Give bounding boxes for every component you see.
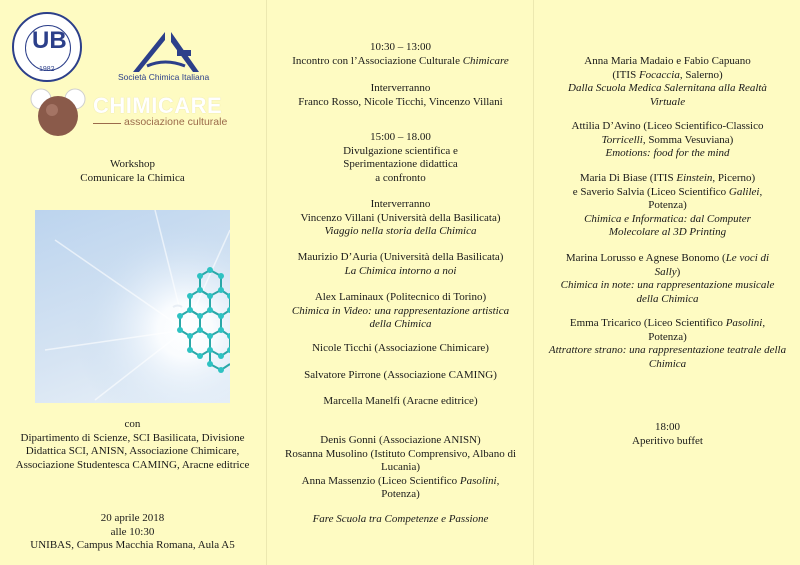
right-talk-2 xyxy=(535,120,800,161)
right-talk-1-school-a: (ITIS xyxy=(612,68,639,81)
afternoon-time: 15:00 – 18.00 xyxy=(370,131,431,143)
afternoon-title-3: a confronto xyxy=(375,171,426,184)
fullerene-photo xyxy=(35,210,230,403)
talk-2-title: La Chimica intorno a noi xyxy=(344,264,457,277)
guests-title-block xyxy=(268,513,533,527)
right-talk-1-school-b: , Salerno) xyxy=(679,68,723,81)
right-talk-2-line-2 xyxy=(535,134,800,148)
event-place: UNIBAS, Campus Macchia Romana, Aula A5 xyxy=(30,539,235,551)
morning-title-text: Incontro con l’Associazione Culturale xyxy=(292,54,463,67)
afternoon-session xyxy=(268,131,533,185)
morning-speakers-block xyxy=(268,82,533,109)
workshop-subtitle: Comunicare la Chimica xyxy=(80,171,185,184)
talk-3-speaker: Alex Laminaux (Politecnico di Torino) xyxy=(314,291,487,303)
right-talk-1-title: Dalla Scuola Medica Salernitana alla Realtà Virtuale xyxy=(568,82,767,108)
sci-logo-icon xyxy=(125,28,215,78)
morning-session xyxy=(268,41,533,68)
con-label: con xyxy=(124,418,141,430)
panelist-2-text: Salvatore Pirrone (Associazione CAMING) xyxy=(304,369,497,381)
right-talk-3-line-3: Potenza) xyxy=(648,199,687,211)
right-talk-3 xyxy=(535,172,800,240)
right-talk-5-italic: Pasolini xyxy=(725,317,763,329)
right-talk-3-title: Chimica e Informatica: dal Computer Molecolare al 3D Printing xyxy=(584,212,751,238)
guests-block xyxy=(278,434,523,502)
right-talk-3-d: , xyxy=(759,185,763,198)
talk-1-speaker: Vincenzo Villani (Università della Basilicata) xyxy=(300,211,501,224)
right-talk-4-names xyxy=(557,252,778,279)
panelist-3-text: Marcella Manelfi (Aracne editrice) xyxy=(323,395,478,407)
right-talk-4-a: Marina Lorusso e Agnese Bonomo ( xyxy=(565,252,726,264)
event-details xyxy=(0,512,265,553)
molecule-logo-icon xyxy=(28,86,90,138)
fold-line-1 xyxy=(266,0,267,565)
afternoon-title-2: Sperimentazione didattica xyxy=(343,158,458,170)
event-time: alle 10:30 xyxy=(110,525,155,538)
guests-title: Fare Scuola tra Competenze e Passione xyxy=(312,513,489,525)
right-talk-2-italic: Torricelli xyxy=(601,133,643,146)
guest-3-end: Potenza) xyxy=(381,488,420,500)
right-talk-3-italic-2: Galilei xyxy=(728,185,760,198)
morning-title xyxy=(268,55,533,69)
panelist-3 xyxy=(268,395,533,409)
closing-time: 18:00 xyxy=(654,421,681,433)
unibas-logo-letters: UB xyxy=(32,27,67,54)
right-panel xyxy=(535,0,800,565)
panelist-2 xyxy=(268,369,533,383)
right-talk-5-title: Attrattore strano: una rappresentazione teatrale della Chimica xyxy=(548,344,787,370)
panelist-1-text: Nicole Ticchi (Associazione Chimicare) xyxy=(312,342,489,354)
right-talk-1-school xyxy=(553,69,782,83)
workshop-heading xyxy=(0,158,265,185)
right-talk-3-italic-1: Einstein xyxy=(676,172,713,184)
guest-3-text: Anna Massenzio (Liceo Scientifico xyxy=(301,474,460,487)
right-talk-3-line-1 xyxy=(535,172,800,186)
fold-line-2 xyxy=(533,0,534,565)
right-talk-5-a: Emma Tricarico (Liceo Scientifico xyxy=(569,317,726,329)
talk-3-title: Chimica in Video: una rappresentazione artistica della Chimica xyxy=(291,304,510,330)
sci-name: Società Chimica Italiana xyxy=(118,72,210,82)
morning-speakers: Franco Rosso, Nicole Ticchi, Vincenzo Villani xyxy=(298,95,503,108)
unibas-logo-year: 1982 xyxy=(39,66,55,73)
right-talk-4 xyxy=(557,252,778,306)
talk-1 xyxy=(268,198,533,239)
right-talk-5-line-2: Potenza) xyxy=(648,330,687,343)
right-talk-2-line-1: Attilia D’Avino (Liceo Scientifico-Classico xyxy=(571,120,764,132)
sun-fullerene-image xyxy=(35,210,230,403)
talk-1-title: Viaggio nella storia della Chimica xyxy=(324,225,477,237)
right-talk-1-school-italic: Focaccia xyxy=(638,68,680,81)
right-talk-1-names: Anna Maria Madaio e Fabio Capuano xyxy=(584,55,751,67)
right-talk-5 xyxy=(545,317,790,371)
right-talk-3-b: , Picerno) xyxy=(712,172,756,184)
guest-3-italic: Pasolini, xyxy=(459,474,500,487)
morning-intervene-label: Interverranno xyxy=(370,82,431,94)
afternoon-intervene-label: Interverranno xyxy=(370,198,431,210)
right-talk-2-title: Emotions: food for the mind xyxy=(605,147,730,159)
workshop-title: Workshop xyxy=(110,158,155,170)
morning-title-italic: Chimicare xyxy=(462,54,509,67)
unibas-logo xyxy=(12,12,82,82)
partners-block xyxy=(10,418,255,472)
right-talk-3-line-2 xyxy=(535,186,800,200)
event-date: 20 aprile 2018 xyxy=(100,512,165,524)
guest-3 xyxy=(278,475,523,489)
right-talk-4-title: Chimica in note: una rappresentazione musicale della Chimica xyxy=(560,279,775,305)
right-talk-5-line-1 xyxy=(545,317,790,331)
chimicare-wordmark: CHIMICARE xyxy=(93,93,223,118)
closing-block xyxy=(535,421,800,448)
talk-2-speaker: Maurizio D’Auria (Università della Basilicata) xyxy=(297,251,504,263)
right-talk-3-a: Maria Di Biase (ITIS xyxy=(579,172,677,184)
right-talk-2-b: , Somma Vesuviana) xyxy=(642,133,734,146)
right-talk-4-b: ) xyxy=(676,265,681,278)
panelist-1 xyxy=(268,342,533,356)
guest-2: Rosanna Musolino (Istituto Comprensivo, Albano di Lucania) xyxy=(285,447,516,473)
afternoon-title-1: Divulgazione scientifica e xyxy=(343,144,458,157)
chimicare-rule xyxy=(93,123,121,124)
right-talk-5-b: , xyxy=(762,317,766,329)
left-panel xyxy=(0,0,265,565)
chimicare-subtitle: associazione culturale xyxy=(124,116,228,128)
right-talk-3-c: e Saverio Salvia (Liceo Scientifico xyxy=(572,185,729,198)
guest-1: Denis Gonni (Associazione ANISN) xyxy=(320,434,481,446)
partners-text: Dipartimento di Scienze, SCI Basilicata, Divisione Didattica SCI, ANISN, Associazione Chimicare, Associazione Studentesca CAMING, Aracne editrice xyxy=(15,431,250,471)
talk-3 xyxy=(288,291,513,332)
right-talk-1 xyxy=(553,55,782,109)
morning-time: 10:30 – 13:00 xyxy=(369,41,432,53)
talk-2 xyxy=(268,251,533,278)
right-talk-4-italic: Le voci di Sally xyxy=(654,252,770,278)
middle-panel xyxy=(268,0,533,565)
closing-label: Aperitivo buffet xyxy=(632,434,703,447)
